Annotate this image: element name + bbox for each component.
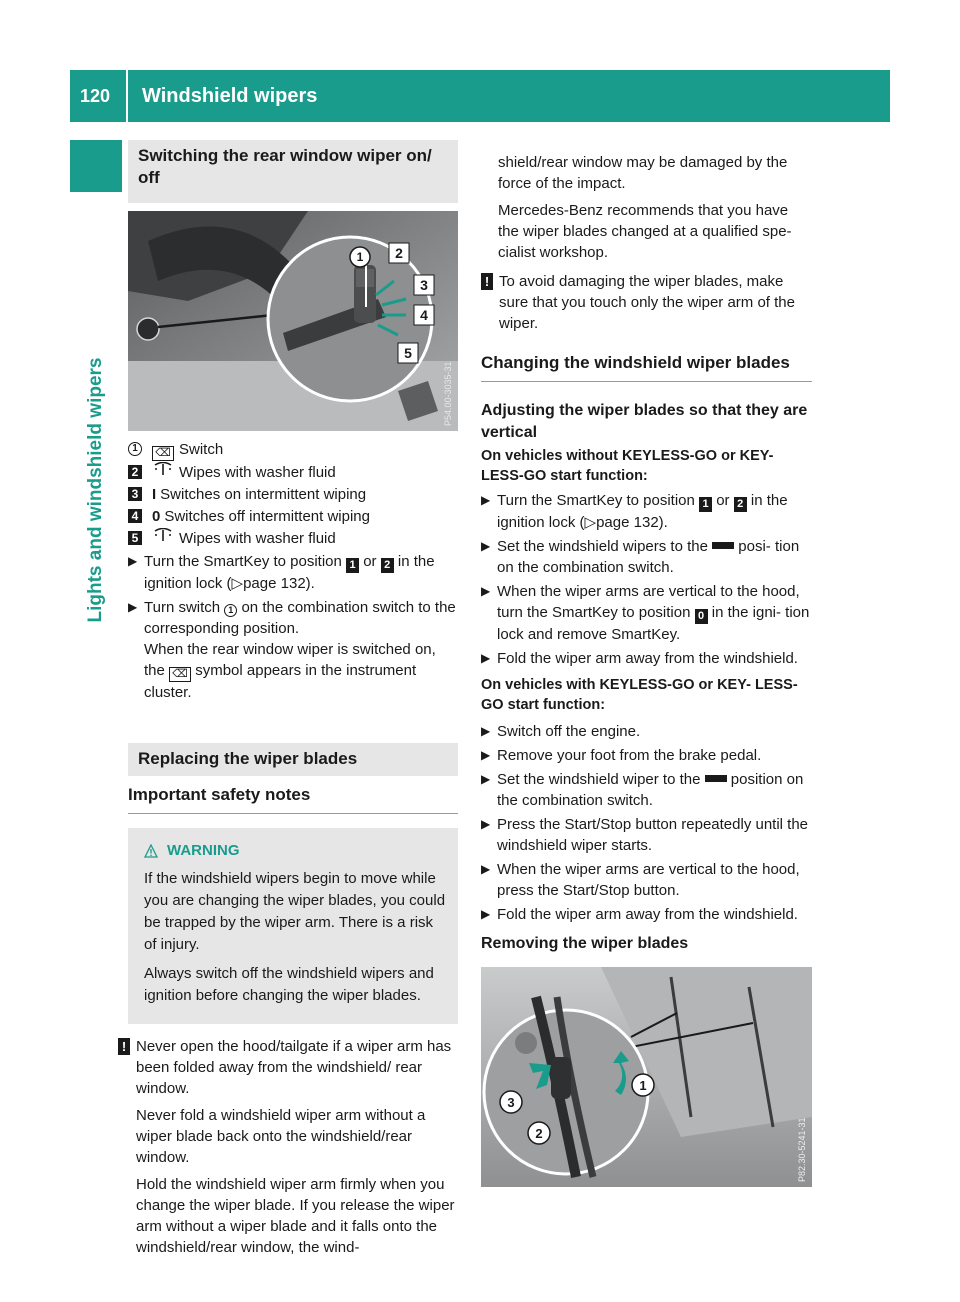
wiper-off-position-icon [712, 542, 734, 549]
step-text: in the igni- tion lock and remove SmartKey. [497, 604, 810, 643]
legend-number: 1 [128, 442, 142, 456]
step-text: posi- tion on the combination switch. [497, 538, 800, 576]
legend [128, 439, 458, 549]
figure-wiper-blade [481, 967, 812, 1187]
note-text: Never open the hood/tailgate if a wiper arm has been folded away from the windshield/ rear window. [136, 1038, 452, 1097]
left-column [121, 140, 458, 1264]
step-text: Set the windshield wiper to the [497, 771, 705, 788]
rear-wiper-icon: ⌫ [169, 667, 191, 682]
step-item [128, 551, 458, 594]
step-text: Switch off the engine. [497, 723, 641, 740]
callout-5: 5 [404, 345, 412, 361]
step-item [481, 814, 812, 856]
note-block [118, 1036, 458, 1264]
step-text: Press the Start/Stop button repeatedly until the windshield wiper starts. [497, 816, 809, 854]
key-position-1: 1 [699, 497, 712, 512]
step-arrow-icon: ▶ [128, 600, 138, 614]
warning-triangle-icon [144, 844, 158, 858]
note-exclamation-icon: ! [481, 273, 493, 290]
step-arrow-icon: ▶ [128, 554, 138, 568]
heading-removing-blades: Removing the wiper blades [481, 935, 689, 952]
legend-text: Switches on intermittent wiping [160, 486, 367, 503]
step-text: on the combination switch to the corresponding position. [144, 599, 456, 637]
step-text: Turn the SmartKey to position [144, 553, 347, 570]
figure-code: P82.30-5241-31 [797, 1117, 807, 1182]
page-reference-link[interactable]: page 132 [243, 575, 306, 592]
step-arrow-icon: ▶ [481, 724, 491, 738]
note-exclamation-icon: ! [118, 1038, 130, 1055]
legend-symbol: I [152, 486, 157, 503]
heading-adjust-vertical: Adjusting the wiper blades so that they are vertical [481, 402, 808, 441]
key-position-0: 0 [695, 609, 708, 624]
page-ref-arrow-icon: ▷ [584, 514, 597, 531]
note-text: Hold the windshield wiper arm firmly when you change the wiper blade. If you release the wiper arm without a wiper blade and it falls onto the windshield/rear window, the wind- [136, 1176, 455, 1256]
step-text: Set the windshield wipers to the [497, 538, 713, 555]
legend-text: Wipes with washer fluid [179, 464, 336, 481]
note-text: To avoid damaging the wiper blades, make sure that you touch only the wiper arm of the wiper. [499, 273, 795, 332]
legend-item [128, 528, 458, 549]
key-position-2: 2 [381, 558, 394, 573]
step-text: Fold the wiper arm away from the windshield. [497, 906, 798, 923]
side-tab-label: Lights and windshield wipers [85, 357, 106, 623]
step-text: Fold the wiper arm away from the windshield. [497, 650, 798, 667]
legend-number: 3 [128, 487, 142, 501]
step-text: When the wiper arms are vertical to the hood, press the Start/Stop button. [497, 861, 800, 899]
warning-title [144, 840, 446, 861]
step-text: Remove your foot from the brake pedal. [497, 747, 762, 764]
step-text: Turn the SmartKey to position [497, 492, 700, 509]
legend-text: Switch [179, 441, 224, 458]
legend-number: 4 [128, 509, 142, 523]
note-text: Never fold a windshield wiper arm without a wiper blade back onto the windshield/rear window. [136, 1107, 426, 1166]
switch-number: 1 [224, 604, 237, 617]
step-item [481, 769, 812, 811]
legend-number: 2 [128, 465, 142, 479]
heading-safety-notes: Important safety notes [128, 784, 458, 814]
legend-text: Wipes with washer fluid [179, 530, 336, 547]
heading-without-keyless: On vehicles without KEYLESS-GO or KEY- LESS-GO start function: [481, 448, 774, 484]
step-text: or [712, 492, 734, 509]
side-tab [70, 140, 122, 192]
warning-text: Always switch off the windshield wipers and ignition before changing the wiper blades. [144, 965, 434, 1004]
legend-text: Switches off intermittent wiping [164, 508, 370, 525]
right-column [481, 152, 812, 1187]
step-arrow-icon: ▶ [481, 862, 491, 876]
step-item [481, 648, 812, 669]
section-title-replacing: Replacing the wiper blades [128, 743, 458, 776]
step-text: in the ignition lock ( [144, 553, 435, 592]
step-text: position on the combination switch. [497, 771, 804, 809]
wiper-off-position-icon [705, 775, 727, 782]
section-title-rear-wiper: Switching the rear window wiper on/ off [128, 140, 458, 203]
page-title: Windshield wipers [142, 85, 318, 107]
key-position-1: 1 [346, 558, 359, 573]
step-text: Turn switch [144, 599, 225, 616]
legend-symbol: 0 [152, 508, 161, 525]
step-text: When the wiper arms are vertical to the hood, turn the SmartKey to position [497, 583, 800, 621]
figure-combination-switch [128, 211, 458, 431]
note-block [481, 271, 812, 340]
step-arrow-icon: ▶ [481, 493, 491, 507]
heading-with-keyless: On vehicles with KEYLESS-GO or KEY- LESS-GO start function: [481, 677, 798, 713]
body-text: shield/rear window may be damaged by the force of the impact. [498, 154, 788, 192]
key-position-2: 2 [734, 497, 747, 512]
step-arrow-icon: ▶ [481, 907, 491, 921]
step-item [481, 859, 812, 901]
callout-4: 4 [420, 307, 428, 323]
step-arrow-icon: ▶ [481, 817, 491, 831]
rear-wiper-icon: ⌫ [152, 446, 174, 461]
step-item [481, 745, 812, 766]
callout-3: 3 [420, 277, 428, 293]
header-separator [126, 70, 128, 122]
step-item [481, 536, 812, 578]
warning-box [128, 828, 458, 1024]
step-arrow-icon: ▶ [481, 584, 491, 598]
callout-3: 3 [507, 1095, 515, 1110]
body-text: Mercedes-Benz recommends that you have the wiper blades changed at a qualified spe- cialist workshop. [498, 202, 792, 261]
callout-1: 1 [639, 1078, 647, 1093]
step-text: ). [305, 575, 315, 592]
step-item [481, 904, 812, 925]
legend-number: 5 [128, 531, 142, 545]
step-text: or [359, 553, 381, 570]
legend-item [128, 462, 458, 483]
legend-item [128, 439, 458, 461]
step-text: When the rear window wiper is switched on, the [144, 641, 436, 679]
step-item [481, 581, 812, 645]
warning-label: WARNING [167, 842, 240, 859]
page-ref-arrow-icon: ▷ [231, 575, 244, 592]
callout-2: 2 [535, 1126, 543, 1141]
step-arrow-icon: ▶ [481, 772, 491, 786]
page-reference-link[interactable]: page 132 [596, 514, 659, 531]
step-arrow-icon: ▶ [481, 651, 491, 665]
callout-2: 2 [395, 245, 403, 261]
combination-switch-illustration [128, 211, 458, 431]
callout-1: 1 [356, 250, 364, 264]
step-arrow-icon: ▶ [481, 748, 491, 762]
step-arrow-icon: ▶ [481, 539, 491, 553]
step-text: symbol appears in the instrument cluster. [144, 662, 417, 701]
legend-item [128, 506, 458, 527]
figure-code: P54.00-3035-31 [443, 361, 453, 426]
step-item [128, 597, 458, 703]
step-item [481, 490, 812, 533]
step-text: in the ignition lock ( [497, 492, 788, 531]
legend-item [128, 484, 458, 505]
step-text: ). [658, 514, 668, 531]
heading-changing-blades: Changing the windshield wiper blades [481, 352, 812, 382]
step-item [481, 721, 812, 742]
wiper-blade-illustration [481, 967, 812, 1187]
page-number: 120 [80, 86, 111, 106]
washer-icon [152, 462, 174, 483]
warning-text: If the windshield wipers begin to move while you are changing the wiper blades, you could be trapped by the wiper arm. There is a risk of injury. [144, 870, 446, 953]
washer-icon [152, 528, 174, 549]
